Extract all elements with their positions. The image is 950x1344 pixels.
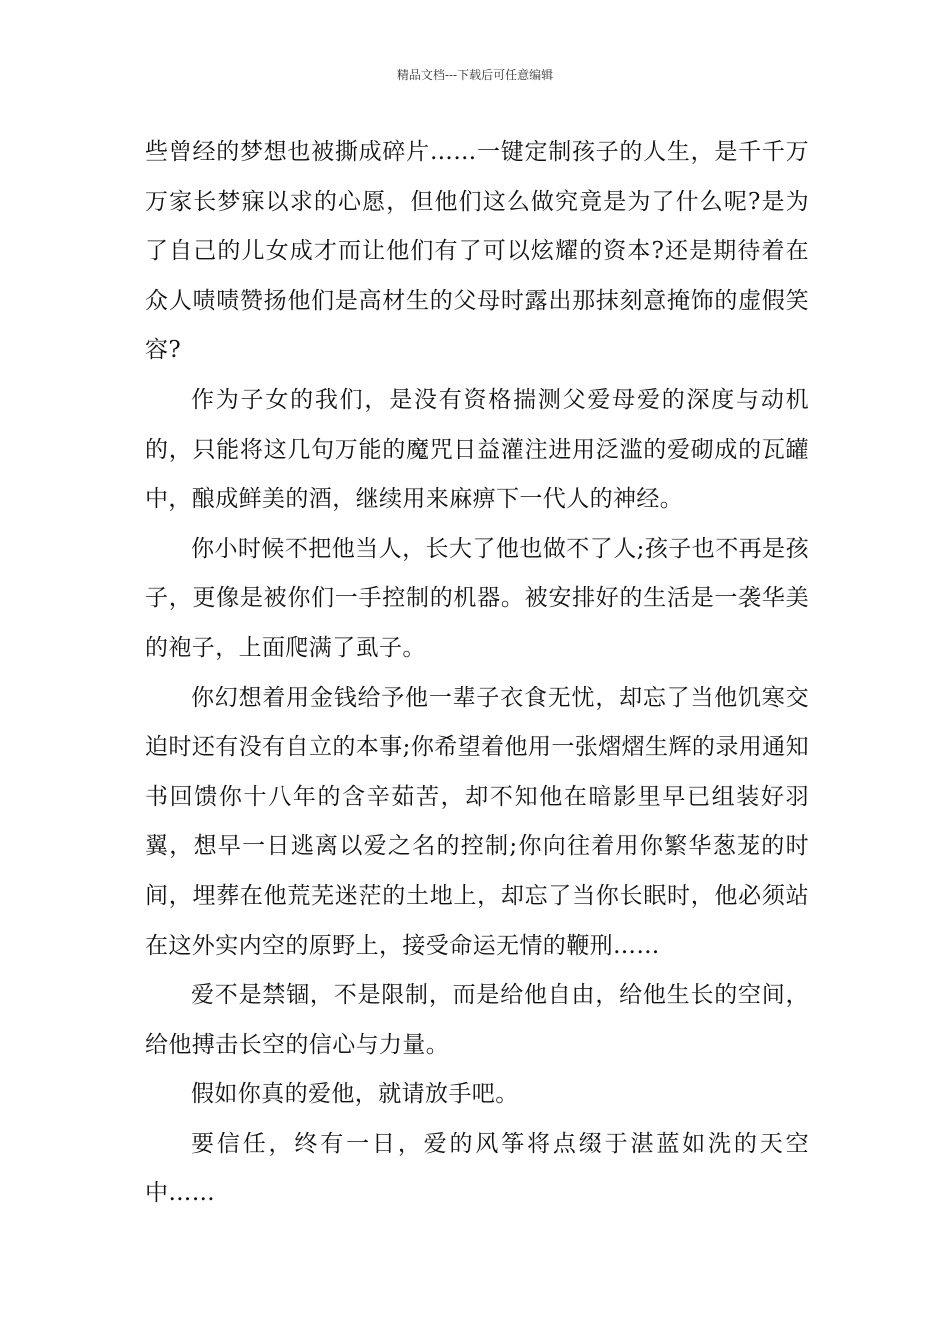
paragraph: 你小时候不把他当人，长大了他也做不了人;孩子也不再是孩子，更像是被你们一手控制的机器。被安排好的生活是一袭华美的袍子，上面爬满了虱子。 — [145, 535, 809, 661]
paragraph: 假如你真的爱他，就请放手吧。 — [191, 1081, 519, 1108]
paragraph-continued: 些曾经的梦想也被撕成碎片……一键定制孩子的人生，是千千万万家长梦寐以求的心愿，但他们这么做究竟是为了什么呢?是为了自己的儿女成才而让他们有了可以炫耀的资本?还是期待着在众人啧啧赞扬他们是高材生的父母时露出那抹刻意掩饰的虚假笑容? — [145, 139, 809, 364]
paragraph: 你幻想着用金钱给予他一辈子衣食无忧，却忘了当他饥寒交迫时还有没有自立的本事;你希望着他用一张熠熠生辉的录用通知书回馈你十八年的含辛茹苦，却不知他在暗影里早已组装好羽翼，想早一日逃离以爱之名的控制;你向往着用你繁华葱茏的时间，埋葬在他荒芜迷茫的土地上，却忘了当你长眠时，他必须站在这外实内空的原野上，接受命运无情的鞭刑…… — [145, 684, 809, 959]
document-body — [145, 128, 809, 1219]
page-header: 精品文档---下载后可任意编辑 — [396, 68, 554, 82]
paragraph: 作为子女的我们，是没有资格揣测父爱母爱的深度与动机的，只能将这几句万能的魔咒日益灌注进用泛滥的爱砌成的瓦罐中，酿成鲜美的酒，继续用来麻痹下一代人的神经。 — [145, 386, 809, 513]
paragraph: 要信任，终有一日，爱的风筝将点缀于湛蓝如洗的天空中…… — [145, 1130, 809, 1207]
paragraph: 爱不是禁锢，不是限制，而是给他自由，给他生长的空间，给他搏击长空的信心与力量。 — [145, 982, 809, 1058]
